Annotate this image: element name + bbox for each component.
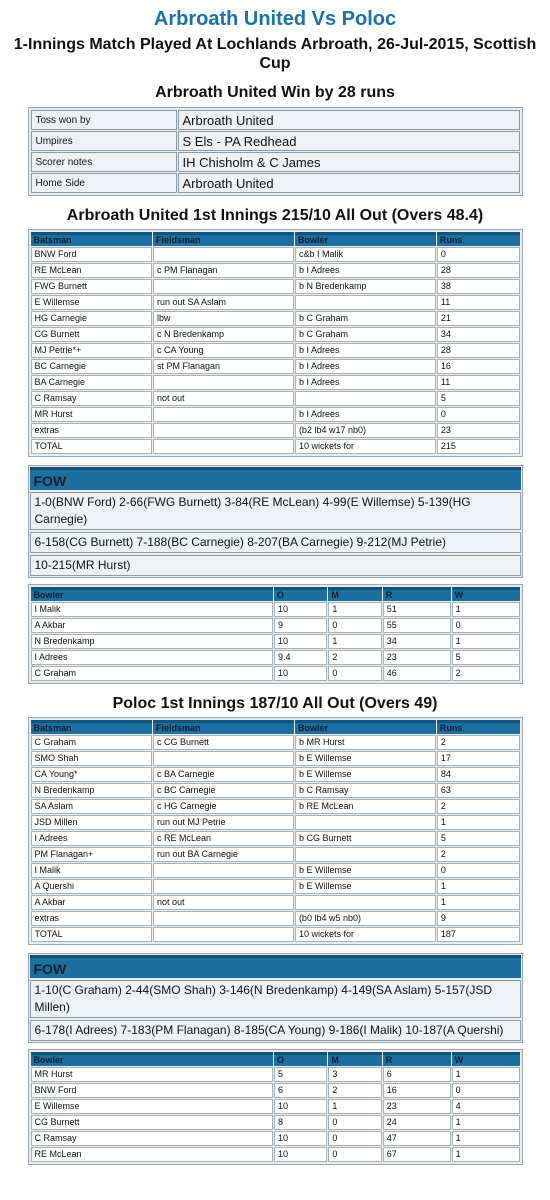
batting-cell: 38	[437, 279, 520, 294]
bowling-cell: 46	[383, 666, 451, 681]
fow-line: 6-178(I Adrees) 7-183(PM Flanagan) 8-185(CA Young) 9-186(I Malik) 10-187(A Quershi)	[30, 1020, 521, 1041]
batting-cell: 10 wickets for	[295, 439, 436, 454]
batting-cell	[153, 247, 294, 262]
bowling-cell: 16	[383, 1083, 451, 1098]
bowling-cell: 2	[328, 650, 381, 665]
match-subtitle: 1-Innings Match Played At Lochlands Arbroath, 26-Jul-2015, Scottish Cup	[13, 36, 537, 72]
innings2-heading: Poloc 1st Innings 187/10 All Out (Overs 49)	[112, 695, 438, 712]
bowling-header-cell: M	[328, 587, 381, 601]
bowling-cell: N Bredenkamp	[31, 634, 274, 649]
batting-cell: C Graham	[31, 735, 153, 750]
batting-row	[31, 423, 520, 438]
bowling-cell: 5	[452, 650, 520, 665]
batting-cell: A Akbar	[31, 895, 153, 910]
batting-cell: not out	[153, 391, 294, 406]
bowling-cell: 24	[383, 1115, 451, 1130]
fow-line: 1-10(C Graham) 2-44(SMO Shah) 3-146(N Bredenkamp) 4-149(SA Aslam) 5-157(JSD Millen)	[30, 980, 521, 1018]
batting-cell: TOTAL	[31, 927, 153, 942]
info-value: IH Chisholm & C James	[178, 152, 520, 172]
batting-cell: b MR Hurst	[295, 735, 436, 750]
batting-row	[31, 815, 520, 830]
bowling-cell: 6	[383, 1067, 451, 1082]
bowling-cell: CG Burnett	[31, 1115, 274, 1130]
innings1-fow-title: FOW	[30, 467, 521, 490]
bowling-cell: I Malik	[31, 602, 274, 617]
bowling-row	[31, 1147, 520, 1162]
batting-header-cell: Bowler	[295, 232, 436, 246]
innings1-fow-box	[28, 465, 523, 578]
bowling-row	[31, 602, 520, 617]
innings2-bowling-table	[28, 1049, 523, 1165]
info-label: Umpires	[31, 131, 177, 151]
batting-cell: SA Aslam	[31, 799, 153, 814]
batting-cell: BA Carnegie	[31, 375, 153, 390]
batting-row	[31, 879, 520, 894]
batting-row	[31, 263, 520, 278]
bowling-cell: 0	[328, 1147, 381, 1162]
batting-cell: BC Carnegie	[31, 359, 153, 374]
bowling-header-cell: R	[383, 587, 451, 601]
batting-row	[31, 927, 520, 942]
batting-cell: not out	[153, 895, 294, 910]
batting-cell: b C Graham	[295, 311, 436, 326]
batting-cell: I Adrees	[31, 831, 153, 846]
bowling-cell: 1	[452, 1147, 520, 1162]
batting-header-cell: Runs	[437, 232, 520, 246]
bowling-cell: 10	[274, 602, 327, 617]
bowling-row	[31, 650, 520, 665]
bowling-cell: 9	[274, 618, 327, 633]
batting-cell: extras	[31, 911, 153, 926]
bowling-cell: 10	[274, 1147, 327, 1162]
batting-header-cell: Fieldsman	[153, 720, 294, 734]
batting-cell: c RE McLean	[153, 831, 294, 846]
batting-row	[31, 783, 520, 798]
batting-row	[31, 799, 520, 814]
batting-cell: 2	[437, 799, 520, 814]
batting-cell: (b0 lb4 w5 nb0)	[295, 911, 436, 926]
batting-cell	[153, 879, 294, 894]
batting-cell	[153, 863, 294, 878]
batting-cell	[295, 895, 436, 910]
bowling-cell: 67	[383, 1147, 451, 1162]
bowling-cell: 9.4	[274, 650, 327, 665]
innings1-heading: Arbroath United 1st Innings 215/10 All Out (Overs 48.4)	[66, 207, 484, 224]
batting-cell: MJ Petrie*+	[31, 343, 153, 358]
batting-cell: 2	[437, 735, 520, 750]
batting-cell: b I Adrees	[295, 359, 436, 374]
batting-header-cell: Batsman	[31, 720, 153, 734]
batting-cell: 16	[437, 359, 520, 374]
batting-cell: b I Adrees	[295, 407, 436, 422]
batting-cell: CA Young*	[31, 767, 153, 782]
batting-cell	[295, 295, 436, 310]
batting-cell: C Ramsay	[31, 391, 153, 406]
info-row	[31, 173, 520, 193]
batting-row	[31, 911, 520, 926]
batting-row	[31, 751, 520, 766]
bowling-cell: 1	[452, 1115, 520, 1130]
batting-cell: 84	[437, 767, 520, 782]
bowling-cell: 1	[328, 602, 381, 617]
info-label: Scorer notes	[31, 152, 177, 172]
bowling-cell: 1	[328, 634, 381, 649]
batting-cell: c N Bredenkamp	[153, 327, 294, 342]
batting-cell: c CG Burnett	[153, 735, 294, 750]
batting-cell	[153, 751, 294, 766]
bowling-cell: 23	[383, 650, 451, 665]
batting-row	[31, 359, 520, 374]
batting-cell: 0	[437, 407, 520, 422]
batting-cell: b I Adrees	[295, 343, 436, 358]
bowling-cell: 8	[274, 1115, 327, 1130]
batting-cell: 1	[437, 895, 520, 910]
info-value: Arbroath United	[178, 110, 520, 130]
bowling-cell: MR Hurst	[31, 1067, 274, 1082]
bowling-cell: 23	[383, 1099, 451, 1114]
bowling-header-cell: O	[274, 1052, 327, 1066]
batting-row	[31, 439, 520, 454]
bowling-cell: E Willemse	[31, 1099, 274, 1114]
innings2-fow-title: FOW	[30, 955, 521, 978]
info-label: Toss won by	[31, 110, 177, 130]
bowling-cell: 0	[452, 1083, 520, 1098]
batting-row	[31, 391, 520, 406]
bowling-header-cell: M	[328, 1052, 381, 1066]
batting-cell: c BC Carnegie	[153, 783, 294, 798]
bowling-cell: 1	[328, 1099, 381, 1114]
bowling-row	[31, 634, 520, 649]
batting-cell: 1	[437, 879, 520, 894]
bowling-cell: 0	[452, 618, 520, 633]
bowling-cell: 10	[274, 1131, 327, 1146]
bowling-cell: 10	[274, 666, 327, 681]
batting-cell: SMO Shah	[31, 751, 153, 766]
batting-cell: 5	[437, 831, 520, 846]
match-info-table	[28, 107, 523, 196]
batting-row	[31, 895, 520, 910]
bowling-cell: 1	[452, 1067, 520, 1082]
bowling-row	[31, 1067, 520, 1082]
batting-cell: 9	[437, 911, 520, 926]
bowling-row	[31, 1115, 520, 1130]
batting-cell: PM Flanagan+	[31, 847, 153, 862]
batting-cell: 0	[437, 863, 520, 878]
batting-cell	[295, 391, 436, 406]
batting-cell: 11	[437, 375, 520, 390]
batting-cell: (b2 lb4 w17 nb0)	[295, 423, 436, 438]
batting-row	[31, 295, 520, 310]
batting-cell: run out MJ Petrie	[153, 815, 294, 830]
batting-cell: b CG Burnett	[295, 831, 436, 846]
batting-cell: b C Graham	[295, 327, 436, 342]
bowling-cell: 1	[452, 602, 520, 617]
bowling-cell: 6	[274, 1083, 327, 1098]
batting-row	[31, 343, 520, 358]
batting-cell: A Quershi	[31, 879, 153, 894]
batting-cell	[153, 279, 294, 294]
batting-cell	[295, 815, 436, 830]
batting-cell: run out SA Aslam	[153, 295, 294, 310]
batting-cell: b N Bredenkamp	[295, 279, 436, 294]
batting-cell: MR Hurst	[31, 407, 153, 422]
batting-cell: HG Carnegie	[31, 311, 153, 326]
batting-cell	[153, 375, 294, 390]
batting-cell	[153, 407, 294, 422]
batting-cell	[153, 423, 294, 438]
bowling-cell: 0	[328, 666, 381, 681]
batting-cell: b I Adrees	[295, 263, 436, 278]
bowling-header-cell: W	[452, 587, 520, 601]
batting-cell: b C Ramsay	[295, 783, 436, 798]
page-title: Arbroath United Vs Poloc	[153, 8, 397, 30]
info-label: Home Side	[31, 173, 177, 193]
bowling-cell: 5	[274, 1067, 327, 1082]
batting-cell	[295, 847, 436, 862]
batting-row	[31, 375, 520, 390]
innings2-fow-box	[28, 953, 523, 1043]
bowling-row	[31, 1131, 520, 1146]
batting-cell: 0	[437, 247, 520, 262]
batting-cell	[153, 439, 294, 454]
bowling-row	[31, 1083, 520, 1098]
bowling-cell: I Adrees	[31, 650, 274, 665]
batting-row	[31, 863, 520, 878]
bowling-cell: 10	[274, 634, 327, 649]
bowling-header-cell: Bowler	[31, 1052, 274, 1066]
batting-cell: 1	[437, 815, 520, 830]
batting-header-cell: Fieldsman	[153, 232, 294, 246]
bowling-cell: 34	[383, 634, 451, 649]
batting-cell: CG Burnett	[31, 327, 153, 342]
batting-cell: 23	[437, 423, 520, 438]
info-row	[31, 152, 520, 172]
bowling-header-cell: R	[383, 1052, 451, 1066]
batting-cell: 215	[437, 439, 520, 454]
info-row	[31, 131, 520, 151]
batting-cell: lbw	[153, 311, 294, 326]
batting-row	[31, 247, 520, 262]
innings2-batting-table	[28, 717, 523, 945]
bowling-cell: C Graham	[31, 666, 274, 681]
info-row	[31, 110, 520, 130]
batting-cell: 5	[437, 391, 520, 406]
innings1-batting-table	[28, 229, 523, 457]
batting-cell: b E Willemse	[295, 863, 436, 878]
fow-line: 10-215(MR Hurst)	[30, 555, 521, 576]
batting-cell: b E Willemse	[295, 767, 436, 782]
innings1-bowling-table	[28, 584, 523, 684]
bowling-cell: 1	[452, 634, 520, 649]
bowling-row	[31, 618, 520, 633]
batting-row	[31, 847, 520, 862]
batting-cell: c BA Carnegie	[153, 767, 294, 782]
fow-line: 6-158(CG Burnett) 7-188(BC Carnegie) 8-207(BA Carnegie) 9-212(MJ Petrie)	[30, 532, 521, 553]
batting-cell	[153, 911, 294, 926]
info-value: S Els - PA Redhead	[178, 131, 520, 151]
batting-row	[31, 327, 520, 342]
batting-cell: I Malik	[31, 863, 153, 878]
fow-line: 1-0(BNW Ford) 2-66(FWG Burnett) 3-84(RE McLean) 4-99(E Willemse) 5-139(HG Carnegie)	[30, 492, 521, 530]
bowling-cell: 55	[383, 618, 451, 633]
batting-cell: c HG Carnegie	[153, 799, 294, 814]
bowling-cell: 0	[328, 1115, 381, 1130]
batting-cell: 28	[437, 343, 520, 358]
bowling-cell: A Akbar	[31, 618, 274, 633]
batting-cell: b E Willemse	[295, 751, 436, 766]
batting-cell: 2	[437, 847, 520, 862]
batting-cell: 21	[437, 311, 520, 326]
batting-cell: RE McLean	[31, 263, 153, 278]
batting-cell: 10 wickets for	[295, 927, 436, 942]
batting-cell: run out BA Carnegie	[153, 847, 294, 862]
batting-cell: b E Willemse	[295, 879, 436, 894]
batting-cell: c CA Young	[153, 343, 294, 358]
batting-row	[31, 767, 520, 782]
batting-row	[31, 279, 520, 294]
bowling-header-cell: Bowler	[31, 587, 274, 601]
batting-cell: 11	[437, 295, 520, 310]
batting-cell: E Willemse	[31, 295, 153, 310]
bowling-row	[31, 666, 520, 681]
batting-row	[31, 407, 520, 422]
bowling-cell: 1	[452, 1131, 520, 1146]
batting-cell: 17	[437, 751, 520, 766]
batting-header-cell: Bowler	[295, 720, 436, 734]
batting-cell: FWG Burnett	[31, 279, 153, 294]
batting-row	[31, 831, 520, 846]
batting-cell: 28	[437, 263, 520, 278]
batting-header-cell: Runs	[437, 720, 520, 734]
bowling-cell: C Ramsay	[31, 1131, 274, 1146]
bowling-header-cell: O	[274, 587, 327, 601]
batting-cell: 63	[437, 783, 520, 798]
batting-cell: b I Adrees	[295, 375, 436, 390]
batting-cell: BNW Ford	[31, 247, 153, 262]
bowling-cell: 47	[383, 1131, 451, 1146]
bowling-cell: 4	[452, 1099, 520, 1114]
batting-cell: JSD Millen	[31, 815, 153, 830]
bowling-row	[31, 1099, 520, 1114]
batting-cell: TOTAL	[31, 439, 153, 454]
info-value: Arbroath United	[178, 173, 520, 193]
bowling-cell: 51	[383, 602, 451, 617]
match-result: Arbroath United Win by 28 runs	[155, 84, 395, 101]
bowling-cell: 0	[328, 618, 381, 633]
bowling-cell: 2	[452, 666, 520, 681]
bowling-cell: RE McLean	[31, 1147, 274, 1162]
batting-cell: st PM Flanagan	[153, 359, 294, 374]
batting-cell: c PM Flanagan	[153, 263, 294, 278]
batting-cell: 187	[437, 927, 520, 942]
batting-cell: N Bredenkamp	[31, 783, 153, 798]
batting-cell	[153, 927, 294, 942]
batting-row	[31, 311, 520, 326]
batting-cell: b RE McLean	[295, 799, 436, 814]
bowling-cell: 2	[328, 1083, 381, 1098]
bowling-cell: 0	[328, 1131, 381, 1146]
batting-cell: extras	[31, 423, 153, 438]
bowling-header-cell: W	[452, 1052, 520, 1066]
batting-row	[31, 735, 520, 750]
bowling-cell: BNW Ford	[31, 1083, 274, 1098]
batting-cell: c&b I Malik	[295, 247, 436, 262]
batting-header-cell: Batsman	[31, 232, 153, 246]
bowling-cell: 3	[328, 1067, 381, 1082]
batting-cell: 34	[437, 327, 520, 342]
bowling-cell: 10	[274, 1099, 327, 1114]
